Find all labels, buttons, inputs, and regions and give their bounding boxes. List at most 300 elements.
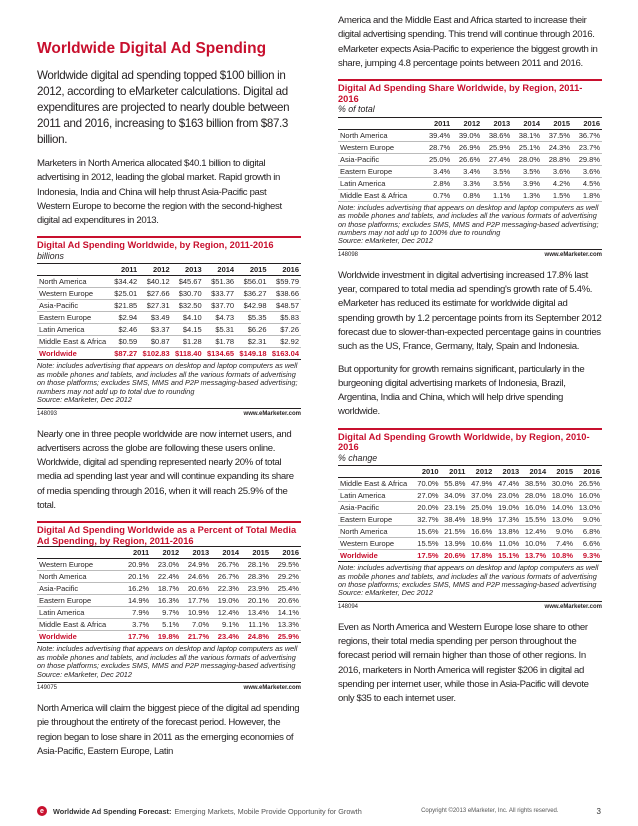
header-year: 2015	[548, 466, 575, 478]
cell-value: 0.7%	[422, 189, 452, 201]
cell-value: $59.79	[269, 276, 301, 288]
brand-link[interactable]: www.eMarketer.com	[544, 603, 602, 610]
row-label: Eastern Europe	[338, 514, 414, 526]
table-share	[338, 79, 602, 258]
cell-value: $0.87	[139, 336, 171, 348]
cell-value: $1.28	[172, 336, 204, 348]
cell-value: 30.0%	[548, 478, 575, 490]
data-table	[338, 465, 602, 562]
chart-id: 148098	[338, 251, 359, 258]
cell-value: 47.4%	[494, 478, 521, 490]
table-row	[338, 478, 602, 490]
cell-value: 25.0%	[422, 153, 452, 165]
cell-value: 20.6%	[271, 595, 301, 607]
cell-value: 7.9%	[121, 607, 151, 619]
table-row	[37, 312, 301, 324]
row-label: Eastern Europe	[37, 595, 121, 607]
table-footer	[37, 408, 301, 417]
cell-value: $32.50	[172, 300, 204, 312]
cell-value: 3.4%	[452, 165, 482, 177]
table-row	[338, 165, 602, 177]
cell-value: 29.8%	[572, 153, 602, 165]
table-title: Digital Ad Spending Worldwide, by Region, 2011-2016	[37, 240, 274, 251]
table-row	[338, 177, 602, 189]
header-blank	[338, 117, 422, 129]
row-label: Eastern Europe	[37, 312, 111, 324]
header-year: 2013	[172, 264, 204, 276]
cell-value: 6.6%	[575, 538, 602, 550]
cell-value: 10.6%	[467, 538, 494, 550]
table-row	[338, 129, 602, 141]
cell-value: $27.31	[139, 300, 171, 312]
row-label: Middle East & Africa	[338, 478, 414, 490]
cell-value: 28.0%	[521, 490, 548, 502]
header-year: 2016	[572, 117, 602, 129]
table-header-row	[338, 117, 602, 129]
row-label: Latin America	[338, 490, 414, 502]
cell-value: 14.0%	[548, 502, 575, 514]
cell-value: 3.9%	[512, 177, 542, 189]
cell-value: 10.9%	[181, 607, 211, 619]
left-column	[37, 40, 301, 767]
row-label: Worldwide	[37, 631, 121, 643]
cell-value: 2.8%	[422, 177, 452, 189]
cell-value: 0.8%	[452, 189, 482, 201]
cell-value: 13.0%	[548, 514, 575, 526]
cell-value: $134.65	[204, 348, 236, 360]
cell-value: $40.12	[139, 276, 171, 288]
cell-value: 19.8%	[151, 631, 181, 643]
header-year: 2014	[521, 466, 548, 478]
cell-value: 13.9%	[441, 538, 468, 550]
header-year: 2016	[575, 466, 602, 478]
cell-value: $51.36	[204, 276, 236, 288]
row-label: Worldwide	[37, 348, 111, 360]
cell-value: 38.5%	[521, 478, 548, 490]
cell-value: $21.85	[111, 300, 139, 312]
cell-value: 25.0%	[467, 502, 494, 514]
table-row	[37, 288, 301, 300]
cell-value: $2.31	[236, 336, 268, 348]
cell-value: 24.6%	[181, 571, 211, 583]
paragraph-4: Worldwide investment in digital advertising increased 17.8% last year, compared to total media ad spending's growth rate of 5.4%. eMarketer has reduced its estimate for worldwide digital ad spending growth by 1.2 percentage points from its September 2012 forecast due to slower-than-expected percentage gains in countries such as the US, France, Germany, Italy, Spain and Indonesia.	[338, 269, 602, 353]
cell-value: $38.66	[269, 288, 301, 300]
row-label: Latin America	[338, 177, 422, 189]
brand-link[interactable]: www.eMarketer.com	[544, 251, 602, 258]
brand-link[interactable]: www.eMarketer.com	[243, 684, 301, 691]
table-row	[338, 526, 602, 538]
cell-value: $163.04	[269, 348, 301, 360]
cell-value: $4.10	[172, 312, 204, 324]
cell-value: 39.0%	[452, 129, 482, 141]
cell-value: 29.2%	[271, 571, 301, 583]
cell-value: 20.1%	[121, 571, 151, 583]
header-year: 2014	[512, 117, 542, 129]
header-blank	[37, 264, 111, 276]
table-subtitle: % change	[338, 452, 378, 463]
cell-value: 3.5%	[482, 177, 512, 189]
cell-value: 10.8%	[548, 550, 575, 562]
cell-value: 23.0%	[494, 490, 521, 502]
paragraph-2: Nearly one in three people worldwide are now internet users, and advertisers across the globe are following these users online. Worldwide, digital ad spending represented nearly 20% of total media ad spending last year and will continue expanding its share of media spending through 2016, when it will reach 25.9% of the total.	[37, 428, 294, 511]
header-year: 2011	[111, 264, 139, 276]
cell-value: 3.6%	[542, 165, 572, 177]
right-column	[338, 14, 602, 715]
cell-value: $149.18	[236, 348, 268, 360]
table-subtitle: billions	[37, 250, 64, 261]
table-growth	[338, 428, 602, 610]
table-row	[338, 153, 602, 165]
cell-value: $37.70	[204, 300, 236, 312]
cell-value: 24.9%	[181, 559, 211, 571]
header-year: 2011	[441, 466, 468, 478]
cell-value: 47.9%	[467, 478, 494, 490]
row-label: Latin America	[37, 324, 111, 336]
chart-id: 149075	[37, 684, 58, 691]
table-footer	[338, 249, 602, 258]
header-year: 2015	[241, 547, 271, 559]
cell-value: 34.0%	[441, 490, 468, 502]
data-table	[37, 263, 301, 360]
header-year: 2012	[151, 547, 181, 559]
cell-value: 70.0%	[414, 478, 441, 490]
table-footer	[338, 601, 602, 610]
row-label: Middle East & Africa	[37, 619, 121, 631]
cell-value: $4.15	[172, 324, 204, 336]
row-label: Latin America	[37, 607, 121, 619]
brand-link[interactable]: www.eMarketer.com	[243, 410, 301, 417]
table-total-row	[338, 550, 602, 562]
row-label: Asia-Pacific	[338, 153, 422, 165]
cell-value: 26.5%	[575, 478, 602, 490]
cell-value: 26.6%	[452, 153, 482, 165]
cell-value: 23.7%	[572, 141, 602, 153]
cell-value: 5.1%	[151, 619, 181, 631]
cell-value: 4.2%	[542, 177, 572, 189]
lead-paragraph: Worldwide digital ad spending topped $100 billion in 2012, according to eMarketer calculations. Digital ad expenditures are projected to nearly double between 2011 and 2016, increasing to $163 billion from $87.3 billion.	[37, 69, 290, 146]
cell-value: 20.6%	[181, 583, 211, 595]
row-label: Western Europe	[338, 141, 422, 153]
table-row	[37, 300, 301, 312]
cell-value: 28.1%	[241, 559, 271, 571]
table-subtitle: % of total	[338, 104, 375, 115]
cell-value: 39.4%	[422, 129, 452, 141]
cell-value: 20.9%	[121, 559, 151, 571]
cell-value: 9.1%	[211, 619, 241, 631]
cell-value: 22.3%	[211, 583, 241, 595]
cell-value: 21.7%	[181, 631, 211, 643]
cell-value: 6.8%	[575, 526, 602, 538]
cell-value: 3.7%	[121, 619, 151, 631]
cell-value: 12.4%	[211, 607, 241, 619]
table-row	[37, 571, 301, 583]
table-ad-spending	[37, 236, 301, 416]
cell-value: 3.6%	[572, 165, 602, 177]
cell-value: $25.01	[111, 288, 139, 300]
header-year: 2013	[482, 117, 512, 129]
header-blank	[37, 547, 121, 559]
cell-value: 23.0%	[151, 559, 181, 571]
cell-value: 32.7%	[414, 514, 441, 526]
footer-copyright: Copyright ©2013 eMarketer, Inc. All rights reserved.	[421, 808, 559, 814]
header-year: 2011	[121, 547, 151, 559]
cell-value: 19.0%	[494, 502, 521, 514]
header-year: 2012	[139, 264, 171, 276]
paragraph-5: But opportunity for growth remains significant, particularly in the burgeoning digital advertising markets of Indonesia, Brazil, Argentina, India and China, which will help drive spending worldwide.	[338, 363, 585, 418]
cell-value: 23.9%	[241, 583, 271, 595]
chart-id: 148093	[37, 410, 58, 417]
cell-value: $4.73	[204, 312, 236, 324]
cell-value: $45.67	[172, 276, 204, 288]
table-row	[37, 619, 301, 631]
cell-value: 17.8%	[467, 550, 494, 562]
table-row	[37, 276, 301, 288]
cell-value: 11.0%	[494, 538, 521, 550]
header-year: 2015	[542, 117, 572, 129]
table-row	[37, 559, 301, 571]
table-row	[37, 583, 301, 595]
page-number: 3	[596, 806, 601, 816]
header-year: 2015	[236, 264, 268, 276]
cell-value: $30.70	[172, 288, 204, 300]
cell-value: 17.7%	[181, 595, 211, 607]
cell-value: 1.5%	[542, 189, 572, 201]
cell-value: 28.3%	[241, 571, 271, 583]
cell-value: 20.6%	[441, 550, 468, 562]
cell-value: 55.8%	[441, 478, 468, 490]
cell-value: 9.7%	[151, 607, 181, 619]
cell-value: 16.3%	[151, 595, 181, 607]
header-year: 2013	[494, 466, 521, 478]
header-year: 2016	[269, 264, 301, 276]
table-row	[37, 595, 301, 607]
header-year: 2011	[422, 117, 452, 129]
emarketer-logo-icon: e	[37, 806, 47, 816]
cell-value: $1.78	[204, 336, 236, 348]
cell-value: 38.4%	[441, 514, 468, 526]
row-label: Middle East & Africa	[338, 189, 422, 201]
table-header-row	[37, 264, 301, 276]
cell-value: 14.9%	[121, 595, 151, 607]
table-footer	[37, 682, 301, 691]
cell-value: 25.4%	[271, 583, 301, 595]
cell-value: $5.35	[236, 312, 268, 324]
row-label: Western Europe	[37, 559, 121, 571]
cell-value: 16.2%	[121, 583, 151, 595]
row-label: North America	[37, 571, 121, 583]
cell-value: $5.83	[269, 312, 301, 324]
cell-value: 23.1%	[441, 502, 468, 514]
cell-value: 1.1%	[482, 189, 512, 201]
cell-value: 28.7%	[422, 141, 452, 153]
cell-value: 23.4%	[211, 631, 241, 643]
cell-value: 20.0%	[414, 502, 441, 514]
cell-value: 24.3%	[542, 141, 572, 153]
table-row	[37, 607, 301, 619]
row-label: Western Europe	[338, 538, 414, 550]
cell-value: $27.66	[139, 288, 171, 300]
table-note: Note: includes advertising that appears on desktop and laptop computers as well as mobile phones and tablets, and includes all the various formats of advertising on those platforms; excludes SMS, MMS and P2P messaging-based advertising Source: eMarketer, Dec 2012	[338, 563, 599, 598]
cell-value: 3.5%	[482, 165, 512, 177]
cell-value: 17.5%	[414, 550, 441, 562]
table-title: Digital Ad Spending Growth Worldwide, by Region, 2010-2016	[338, 431, 590, 453]
cell-value: 28.8%	[542, 153, 572, 165]
cell-value: 11.1%	[241, 619, 271, 631]
row-label: Middle East & Africa	[37, 336, 111, 348]
table-row	[338, 141, 602, 153]
paragraph-continued: America and the Middle East and Africa started to increase their digital advertising spending. This trend will continue through 2016. eMarketer expects Asia-Pacific to experience the biggest growth in share, jumping 4.8 percentage points between 2011 and 2016.	[338, 15, 598, 69]
cell-value: 27.4%	[482, 153, 512, 165]
row-label: Asia-Pacific	[37, 300, 111, 312]
table-row	[338, 514, 602, 526]
table-row	[37, 336, 301, 348]
row-label: North America	[338, 129, 422, 141]
cell-value: 3.5%	[512, 165, 542, 177]
cell-value: 25.9%	[482, 141, 512, 153]
header-year: 2016	[271, 547, 301, 559]
cell-value: $102.83	[139, 348, 171, 360]
row-label: North America	[37, 276, 111, 288]
header-year: 2012	[467, 466, 494, 478]
table-row	[338, 538, 602, 550]
cell-value: 13.3%	[271, 619, 301, 631]
table-note: Note: includes advertising that appears on desktop and laptop computers as well as mobile phones and tablets, and includes all the various formats of advertising on those platforms; excludes SMS, MMS and P2P messaging-based advertising; numbers may not add up to total due to rounding Source: eMarketer, Dec 2012	[37, 361, 298, 405]
paragraph-6: Even as North America and Western Europe lose share to other regions, their total media spending per person throughout the forecast period will remain higher than those of other regions. In 2016, marketers in North America will register $206 in digital ad spending per internet user, while those in Asia-Pacific will devote only $35 to each internet user.	[338, 621, 589, 705]
cell-value: $48.57	[269, 300, 301, 312]
cell-value: $3.49	[139, 312, 171, 324]
cell-value: 1.8%	[572, 189, 602, 201]
page-footer	[37, 804, 601, 818]
cell-value: 25.9%	[271, 631, 301, 643]
cell-value: 9.0%	[575, 514, 602, 526]
cell-value: $87.27	[111, 348, 139, 360]
cell-value: 38.1%	[512, 129, 542, 141]
cell-value: 37.0%	[467, 490, 494, 502]
row-label: Eastern Europe	[338, 165, 422, 177]
cell-value: 25.1%	[512, 141, 542, 153]
cell-value: 26.9%	[452, 141, 482, 153]
table-header-row	[37, 547, 301, 559]
cell-value: 18.7%	[151, 583, 181, 595]
paragraph-3: North America will claim the biggest piece of the digital ad spending pie throughout the entirety of the forecast period. However, the region began to lose share in 2011 as the emerging economies of Asia-Pacific, Eastern Europe, Latin	[37, 702, 300, 757]
header-year: 2010	[414, 466, 441, 478]
cell-value: $36.27	[236, 288, 268, 300]
cell-value: 3.4%	[422, 165, 452, 177]
table-percent-media	[37, 521, 301, 691]
cell-value: $3.37	[139, 324, 171, 336]
table-title: Digital Ad Spending Share Worldwide, by Region, 2011-2016	[338, 83, 583, 104]
cell-value: $34.42	[111, 276, 139, 288]
page-title: Worldwide Digital Ad Spending	[37, 40, 267, 57]
cell-value: $5.31	[204, 324, 236, 336]
chart-id: 148094	[338, 603, 359, 610]
cell-value: 4.5%	[572, 177, 602, 189]
cell-value: 12.4%	[521, 526, 548, 538]
table-note: Note: includes advertising that appears on desktop and laptop computers as well as mobile phones and tablets, and includes all the various formats of advertising on those platforms; excludes SMS, MMS and P2P messaging-based advertising; numbers may not add up to 100% due to rounding Source: eMarketer, Dec 2012	[338, 202, 599, 246]
data-table	[37, 546, 301, 643]
footer-report-subtitle: Emerging Markets, Mobile Provide Opportunity for Growth	[174, 806, 362, 816]
table-row	[37, 324, 301, 336]
cell-value: 7.4%	[548, 538, 575, 550]
table-note: Note: includes advertising that appears on desktop and laptop computers as well as mobile phones and tablets, and includes all the various formats of advertising on those platforms; excludes SMS, MMS and P2P messaging-based advertising Source: eMarketer, Dec 2012	[37, 644, 298, 679]
cell-value: 3.3%	[452, 177, 482, 189]
row-label: Asia-Pacific	[37, 583, 121, 595]
cell-value: 13.7%	[521, 550, 548, 562]
cell-value: $118.40	[172, 348, 204, 360]
cell-value: 7.0%	[181, 619, 211, 631]
cell-value: $2.94	[111, 312, 139, 324]
cell-value: 13.4%	[241, 607, 271, 619]
table-row	[338, 490, 602, 502]
cell-value: 13.0%	[575, 502, 602, 514]
cell-value: 10.0%	[521, 538, 548, 550]
cell-value: 17.3%	[494, 514, 521, 526]
cell-value: $6.26	[236, 324, 268, 336]
cell-value: 15.1%	[494, 550, 521, 562]
cell-value: 18.9%	[467, 514, 494, 526]
table-title: Digital Ad Spending Worldwide as a Percent of Total Media Ad Spending, by Region, 2011-2016	[37, 525, 297, 546]
cell-value: 18.0%	[548, 490, 575, 502]
cell-value: 15.5%	[521, 514, 548, 526]
cell-value: 27.0%	[414, 490, 441, 502]
header-year: 2014	[211, 547, 241, 559]
cell-value: 13.8%	[494, 526, 521, 538]
header-year: 2013	[181, 547, 211, 559]
cell-value: 36.7%	[572, 129, 602, 141]
cell-value: 16.6%	[467, 526, 494, 538]
table-total-row	[37, 348, 301, 360]
cell-value: $2.46	[111, 324, 139, 336]
table-row	[338, 502, 602, 514]
cell-value: $0.59	[111, 336, 139, 348]
cell-value: 29.5%	[271, 559, 301, 571]
cell-value: 24.8%	[241, 631, 271, 643]
cell-value: 19.0%	[211, 595, 241, 607]
cell-value: 16.0%	[521, 502, 548, 514]
data-table	[338, 117, 602, 202]
row-label: Worldwide	[338, 550, 414, 562]
header-blank	[338, 466, 414, 478]
footer-report-title: Worldwide Ad Spending Forecast:	[53, 806, 172, 816]
cell-value: 26.7%	[211, 559, 241, 571]
cell-value: 16.0%	[575, 490, 602, 502]
header-year: 2014	[204, 264, 236, 276]
cell-value: $2.92	[269, 336, 301, 348]
cell-value: $42.98	[236, 300, 268, 312]
cell-value: 28.0%	[512, 153, 542, 165]
cell-value: 1.3%	[512, 189, 542, 201]
cell-value: 21.5%	[441, 526, 468, 538]
cell-value: $33.77	[204, 288, 236, 300]
cell-value: 22.4%	[151, 571, 181, 583]
cell-value: 17.7%	[121, 631, 151, 643]
row-label: North America	[338, 526, 414, 538]
cell-value: 26.7%	[211, 571, 241, 583]
row-label: Western Europe	[37, 288, 111, 300]
cell-value: 15.5%	[414, 538, 441, 550]
cell-value: $7.26	[269, 324, 301, 336]
cell-value: 9.3%	[575, 550, 602, 562]
paragraph-1: Marketers in North America allocated $40.1 billion to digital advertising in 2012, leading the global market. Rapid growth in Indonesia, India and China will help thrust Asia-Pacific past Western Europe to become the region with the second-highest digital ad expenditures in 2013.	[37, 158, 282, 227]
cell-value: 37.5%	[542, 129, 572, 141]
cell-value: 20.1%	[241, 595, 271, 607]
row-label: Asia-Pacific	[338, 502, 414, 514]
header-year: 2012	[452, 117, 482, 129]
cell-value: 9.0%	[548, 526, 575, 538]
cell-value: $56.01	[236, 276, 268, 288]
table-row	[338, 189, 602, 201]
cell-value: 15.6%	[414, 526, 441, 538]
